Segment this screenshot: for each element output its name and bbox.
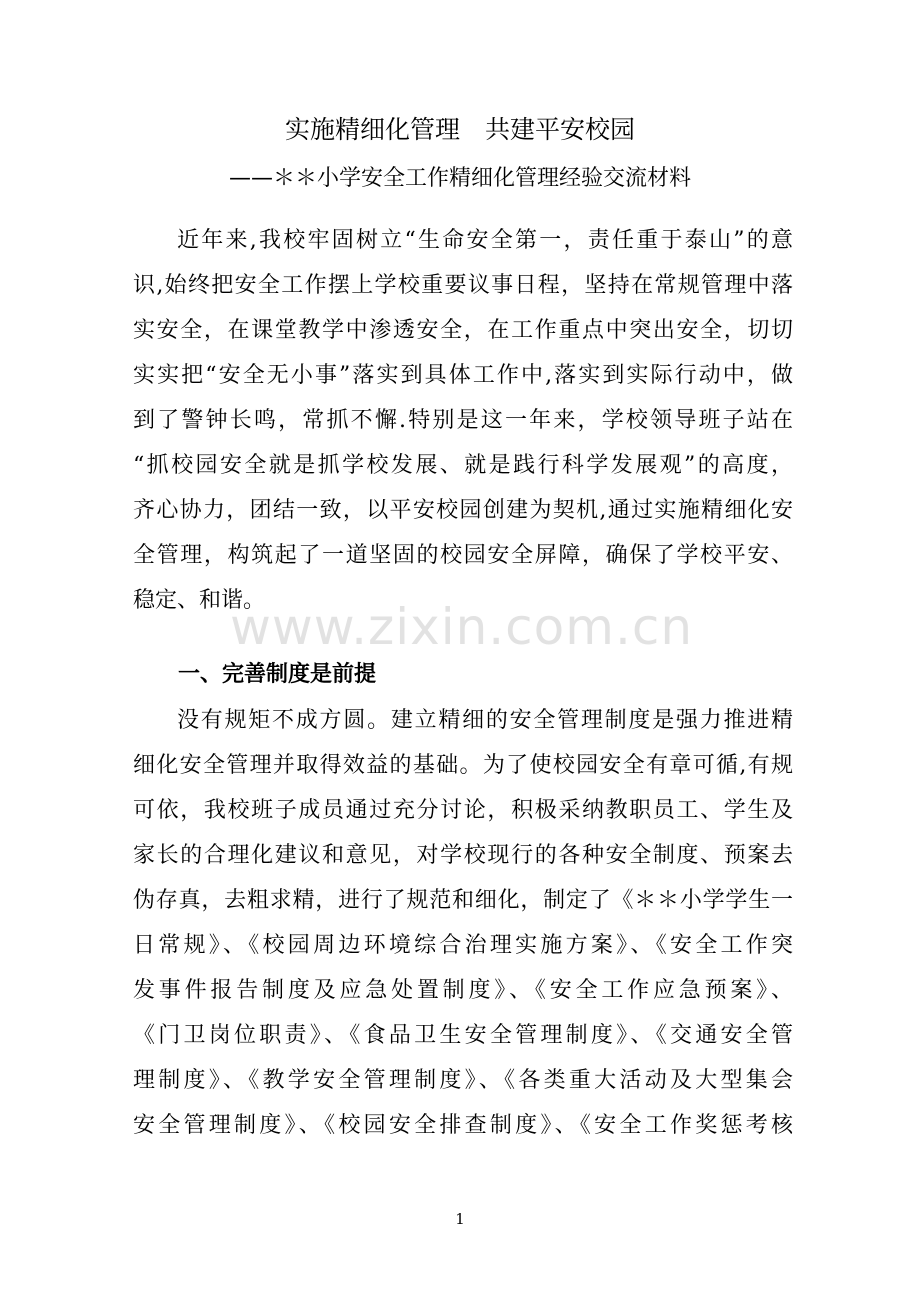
intro-paragraph <box>133 218 793 623</box>
paragraph-line: 发事件报告制度及应急处置制度》、《安全工作应急预案》、 <box>133 978 793 1003</box>
paragraph-line: 稳定、和谐。 <box>133 588 266 613</box>
paragraph-line: 全管理，构筑起了一道坚固的校园安全屏障，确保了学校平安、 <box>133 543 793 568</box>
paragraph-line: 家长的合理化建议和意见，对学校现行的各种安全制度、预案去 <box>133 843 793 868</box>
section1-paragraph <box>133 698 793 1148</box>
paragraph-line: 齐心协力，团结一致，以平安校园创建为契机,通过实施精细化安 <box>133 498 793 523</box>
paragraph-line: 到了警钟长鸣，常抓不懈.特别是这一年来，学校领导班子站在 <box>133 408 793 433</box>
paragraph-line: 实安全，在课堂教学中渗透安全，在工作重点中突出安全，切切 <box>133 318 793 343</box>
paragraph-line: 近年来,我校牢固树立“生命安全第一，责任重于泰山”的意 <box>177 228 793 253</box>
paragraph-line: 安全管理制度》、《校园安全排查制度》、《安全工作奖惩考核 <box>133 1113 793 1138</box>
paragraph-line: 没有规矩不成方圆。建立精细的安全管理制度是强力推进精 <box>177 708 793 733</box>
document-title: 实施精细化管理 共建平安校园 <box>284 115 635 144</box>
paragraph-line: 日常规》、《校园周边环境综合治理实施方案》、《安全工作突 <box>133 933 793 958</box>
paragraph-line: 理制度》、《教学安全管理制度》、《各类重大活动及大型集会 <box>133 1068 793 1093</box>
paragraph-line: 识,始终把安全工作摆上学校重要议事日程，坚持在常规管理中落 <box>133 273 793 298</box>
paragraph-line: 伪存真，去粗求精，进行了规范和细化，制定了《＊＊小学学生一 <box>133 888 793 913</box>
paragraph-line: 细化安全管理并取得效益的基础。为了使校园安全有章可循,有规 <box>133 753 793 778</box>
section-heading: 一、完善制度是前提 <box>178 662 377 687</box>
paragraph-line: “抓校园安全就是抓学校发展、就是践行科学发展观”的高度， <box>133 453 793 478</box>
page-number: 1 <box>455 1210 465 1228</box>
watermark: www.zixin.com.cn <box>230 598 694 656</box>
paragraph-line: 实实把“安全无小事”落实到具体工作中,落实到实际行动中，做 <box>133 363 793 388</box>
paragraph-line: 《门卫岗位职责》、《食品卫生安全管理制度》、《交通安全管 <box>133 1023 793 1048</box>
paragraph-line: 可依，我校班子成员通过充分讨论，积极采纳教职员工、学生及 <box>133 798 793 823</box>
document-subtitle: ——＊＊小学安全工作精细化管理经验交流材料 <box>228 166 691 191</box>
